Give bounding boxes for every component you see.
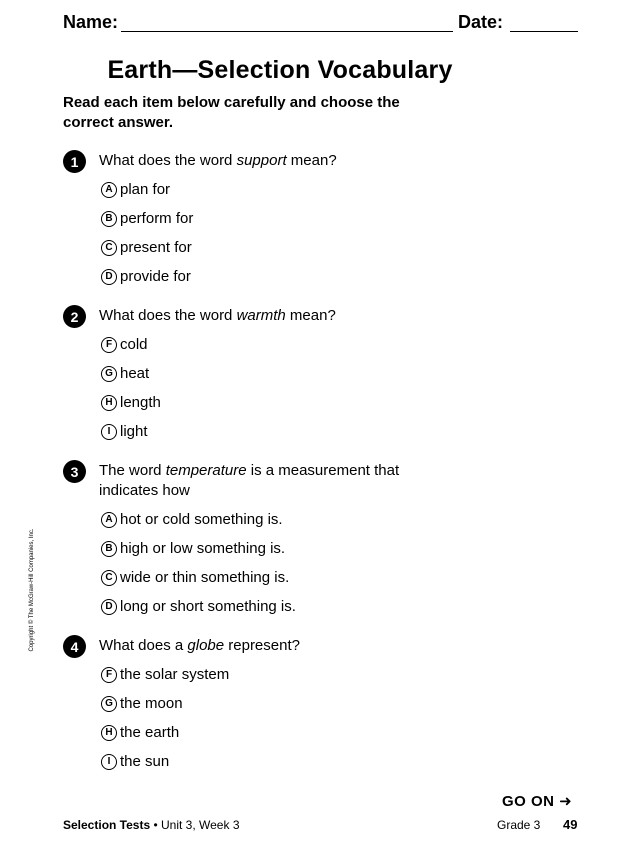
answer-option[interactable]: B perform for	[101, 210, 193, 228]
answer-bubble[interactable]: H	[101, 395, 117, 411]
question-number-badge: 4	[63, 635, 86, 658]
vocabulary-term: warmth	[236, 307, 286, 324]
page-number: 49	[563, 817, 578, 832]
answer-option[interactable]: F cold	[101, 336, 148, 354]
footer-test-info	[63, 818, 240, 832]
answer-option[interactable]: G the moon	[101, 695, 183, 713]
question-text: What does the word support mean?	[99, 152, 337, 169]
answer-bubble[interactable]: D	[101, 599, 117, 615]
answer-option[interactable]: I light	[101, 423, 148, 441]
answer-bubble[interactable]: I	[101, 754, 117, 770]
question-number-badge: 1	[63, 150, 86, 173]
answer-option[interactable]: A plan for	[101, 181, 170, 199]
footer-unit-info: • Unit 3, Week 3	[150, 818, 240, 832]
answer-option[interactable]: D provide for	[101, 268, 191, 286]
question-text: The word temperature is a measurement that indicates how	[99, 462, 400, 499]
answer-option[interactable]: H length	[101, 394, 161, 412]
vocabulary-term: temperature	[165, 462, 247, 479]
answer-bubble[interactable]: G	[101, 696, 117, 712]
vocabulary-term: support	[236, 152, 287, 169]
answer-option[interactable]: A hot or cold something is.	[101, 511, 283, 529]
copyright-notice: Copyright © The McGraw-Hill Companies, Inc.	[29, 528, 35, 652]
answer-bubble[interactable]: B	[101, 541, 117, 557]
answer-bubble[interactable]: G	[101, 366, 117, 382]
answer-bubble[interactable]: F	[101, 667, 117, 683]
answer-option[interactable]: C present for	[101, 239, 192, 257]
name-label: Name:	[63, 12, 119, 32]
footer-test-name: Selection Tests	[63, 818, 151, 832]
header	[63, 12, 578, 36]
footer-grade: Grade 3	[497, 818, 541, 832]
date-field[interactable]	[510, 31, 578, 32]
answer-bubble[interactable]: A	[101, 182, 117, 198]
question-number-badge: 3	[63, 460, 86, 483]
answer-bubble[interactable]: C	[101, 570, 117, 586]
vocabulary-term: globe	[187, 637, 225, 654]
go-on-indicator: GO ON ➜	[502, 793, 573, 810]
answer-bubble[interactable]: D	[101, 269, 117, 285]
answer-bubble[interactable]: A	[101, 512, 117, 528]
answer-bubble[interactable]: I	[101, 424, 117, 440]
answer-bubble[interactable]: C	[101, 240, 117, 256]
answer-option[interactable]: D long or short something is.	[101, 598, 296, 616]
instructions: Read each item below carefully and choose the correct answer.	[63, 94, 400, 131]
page-title: Earth—Selection Vocabulary	[107, 56, 453, 84]
answer-option[interactable]: G heat	[101, 365, 149, 383]
question-number-badge: 2	[63, 305, 86, 328]
answer-option[interactable]: H the earth	[101, 724, 179, 742]
date-label: Date:	[458, 12, 504, 32]
question-text: What does the word warmth mean?	[99, 307, 336, 324]
answer-bubble[interactable]: H	[101, 725, 117, 741]
answer-option[interactable]: C wide or thin something is.	[101, 569, 289, 587]
answer-bubble[interactable]: F	[101, 337, 117, 353]
question-text: What does a globe represent?	[99, 637, 300, 654]
answer-option[interactable]: F the solar system	[101, 666, 229, 684]
answer-option[interactable]: B high or low something is.	[101, 540, 285, 558]
answer-bubble[interactable]: B	[101, 211, 117, 227]
answer-option[interactable]: I the sun	[101, 753, 169, 771]
name-field[interactable]	[121, 31, 453, 32]
